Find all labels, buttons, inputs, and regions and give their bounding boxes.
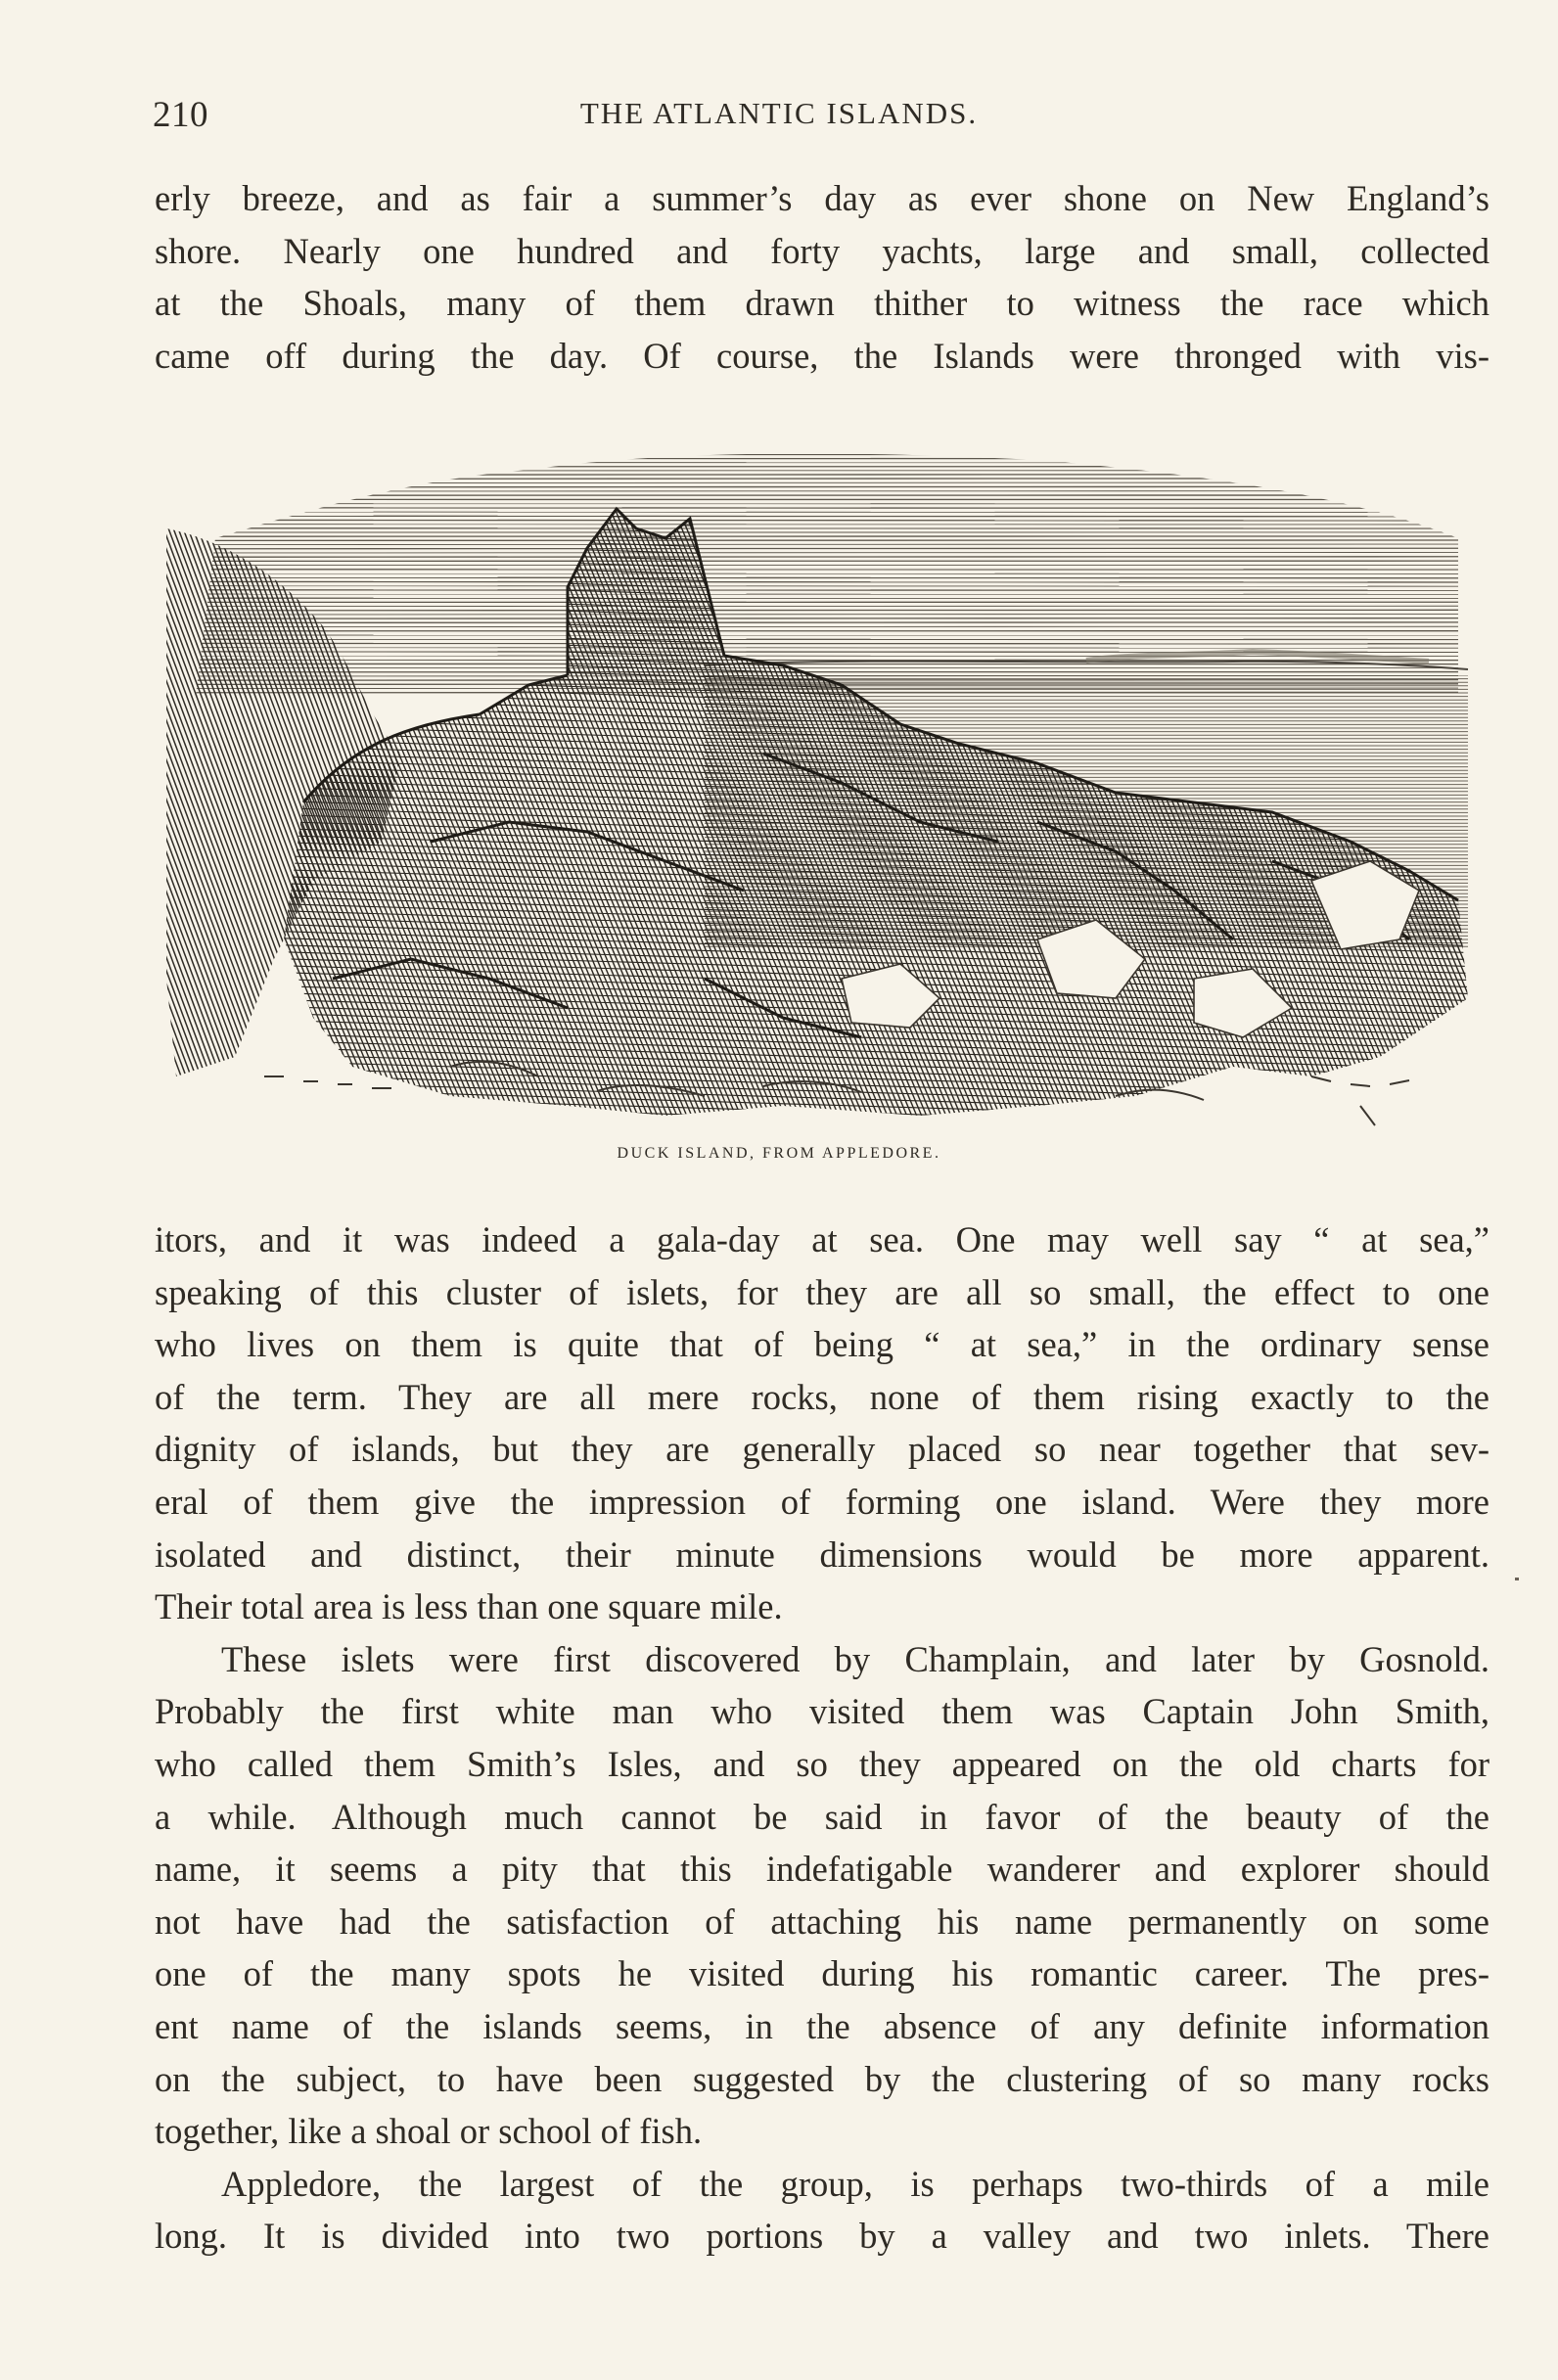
text-line: who called them Smith’s Isles, and so they appeared on the old charts for: [155, 1743, 1489, 1784]
text-line: Their total area is less than one square mile.: [155, 1586, 783, 1627]
paragraph-2: [155, 1633, 1489, 2158]
paragraph-1: [155, 1213, 1489, 1633]
text-line: of the term. They are all mere rocks, none of them rising exactly to the: [155, 1376, 1489, 1417]
text-line: at the Shoals, many of them drawn thither to witness the race which: [155, 283, 1489, 324]
text-line: itors, and it was indeed a gala-day at sea. One may well say “ at sea,”: [155, 1219, 1489, 1259]
running-title: THE ATLANTIC ISLANDS.: [579, 96, 979, 130]
text-line: a while. Although much cannot be said in favor of the beauty of the: [155, 1796, 1489, 1837]
text-line: one of the many spots he visited during his romantic career. The pres-: [155, 1953, 1489, 1994]
text-line: ent name of the islands seems, in the absence of any definite information: [155, 2005, 1489, 2046]
engraving-duck-island: [157, 431, 1488, 1135]
margin-mark: [1515, 1578, 1519, 1580]
text-line: long. It is divided into two portions by a valley and two inlets. There: [155, 2216, 1489, 2257]
figure-caption: DUCK ISLAND, FROM APPLEDORE.: [617, 1145, 941, 1162]
text-line: speaking of this cluster of islets, for they are all so small, the effect to one: [155, 1271, 1489, 1312]
text-line: isolated and distinct, their minute dimensions would be more apparent.: [155, 1533, 1489, 1575]
text-line: Probably the first white man who visited them was Captain John Smith,: [155, 1691, 1489, 1732]
text-line: shore. Nearly one hundred and forty yachts, large and small, collected: [155, 230, 1489, 271]
text-line: who lives on them is quite that of being “ at sea,” in the ordinary sense: [155, 1324, 1489, 1365]
text-line: name, it seems a pity that this indefatigable wanderer and explorer should: [155, 1849, 1489, 1890]
page-number: 210: [153, 95, 208, 135]
text-line: eral of them give the impression of forming one island. Were they more: [155, 1481, 1489, 1522]
text-line: erly breeze, and as fair a summer’s day as ever shone on New England’s: [155, 178, 1489, 218]
text-line: Appledore, the largest of the group, is perhaps two-thirds of a mile: [221, 2163, 1489, 2204]
paragraph-top: [155, 172, 1489, 382]
paragraph-3: [155, 2158, 1489, 2263]
text-line: came off during the day. Of course, the Islands were thronged with vis-: [155, 335, 1489, 376]
text-line: not have had the satisfaction of attaching his name permanently on some: [155, 1900, 1489, 1942]
body-text: [155, 1213, 1489, 2263]
text-line: These islets were first discovered by Champlain, and later by Gosnold.: [221, 1638, 1489, 1679]
engraving-illustration: [157, 431, 1488, 1135]
text-line: dignity of islands, but they are generally placed so near together that sev-: [155, 1429, 1489, 1470]
text-line: on the subject, to have been suggested by the clustering of so many rocks: [155, 2058, 1489, 2099]
text-line: together, like a shoal or school of fish.: [155, 2111, 703, 2152]
